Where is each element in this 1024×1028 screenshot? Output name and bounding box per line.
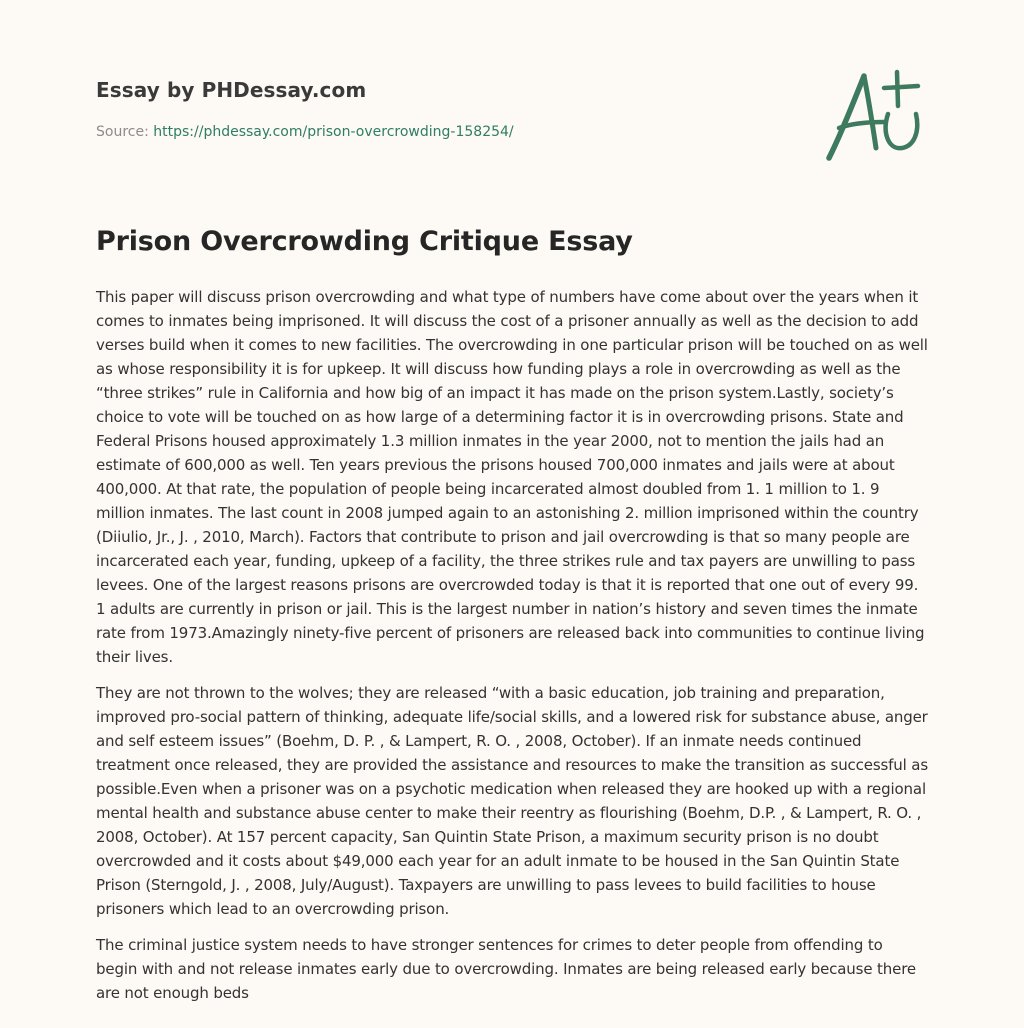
a-plus-grade-icon [826, 66, 930, 166]
site-title: Essay by PHDessay.com [96, 78, 367, 102]
source-link[interactable]: https://phdessay.com/prison-overcrowding-158254/ [153, 124, 514, 140]
source-line [96, 124, 514, 140]
paragraph: This paper will discuss prison overcrowding and what type of numbers have come about over the years when it comes to inmates being imprisoned. It will discuss the cost of a prisoner annually as well as the decision to add verses build when it comes to new facilities. The overcrowding in one particular prison will be touched on as well as whose responsibility it is for upkeep. It will discuss how funding plays a role in overcrowding as well as the “three strikes” rule in California and how big of an impact it has made on the prison system.Lastly, society’s choice to vote will be touched on as how large of a determining factor it is in overcrowding prisons. State and Federal Prisons housed approximately 1.3 million inmates in the year 2000, not to mention the jails had an estimate of 600,000 as well. Ten years previous the prisons housed 700,000 inmates and jails were at about 400,000. At that rate, the population of people being incarcerated almost doubled from 1. 1 million to 1. 9 million inmates. The last count in 2008 jumped again to an astonishing 2. million imprisoned within the country (Diiulio, Jr., J. , 2010, March). Factors that contribute to prison and jail overcrowding is that so many people are incarcerated each year, funding, upkeep of a facility, the three strikes rule and tax payers are unwilling to pass levees. One of the largest reasons prisons are overcrowded today is that it is reported that one out of every 99. 1 adults are currently in prison or jail. This is the largest number in nation’s history and seven times the inmate rate from 1973.Amazingly ninety-five percent of prisoners are released back into communities to continue living their lives. [96, 288, 928, 666]
essay-body [96, 285, 928, 1017]
essay-title: Prison Overcrowding Critique Essay [96, 226, 633, 257]
paragraph: They are not thrown to the wolves; they are released “with a basic education, job training and preparation, improved pro-social pattern of thinking, adequate life/social skills, and a lowered risk for substance abuse, anger and self esteem issues” (Boehm, D. P. , & Lampert, R. O. , 2008, October). If an inmate needs continued treatment once released, they are provided the assistance and resources to make the transition as successful as possible.Even when a prisoner was on a psychotic medication when released they are hooked up with a regional mental health and substance abuse center to make their reentry as flourishing (Boehm, D.P. , & Lampert, R. O. , 2008, October). At 157 percent capacity, San Quintin State Prison, a maximum security prison is no doubt overcrowded and it costs about $49,000 each year for an adult inmate to be housed in the San Quintin State Prison (Sterngold, J. , 2008, July/August). Taxpayers are unwilling to pass levees to build facilities to house prisoners which lead to an overcrowding prison. [96, 684, 928, 918]
source-label: Source: [96, 124, 149, 140]
paragraph: The criminal justice system needs to have stronger sentences for crimes to deter people from offending to begin with and not release inmates early due to overcrowding. Inmates are being released early because there are not enough beds [96, 936, 916, 1002]
